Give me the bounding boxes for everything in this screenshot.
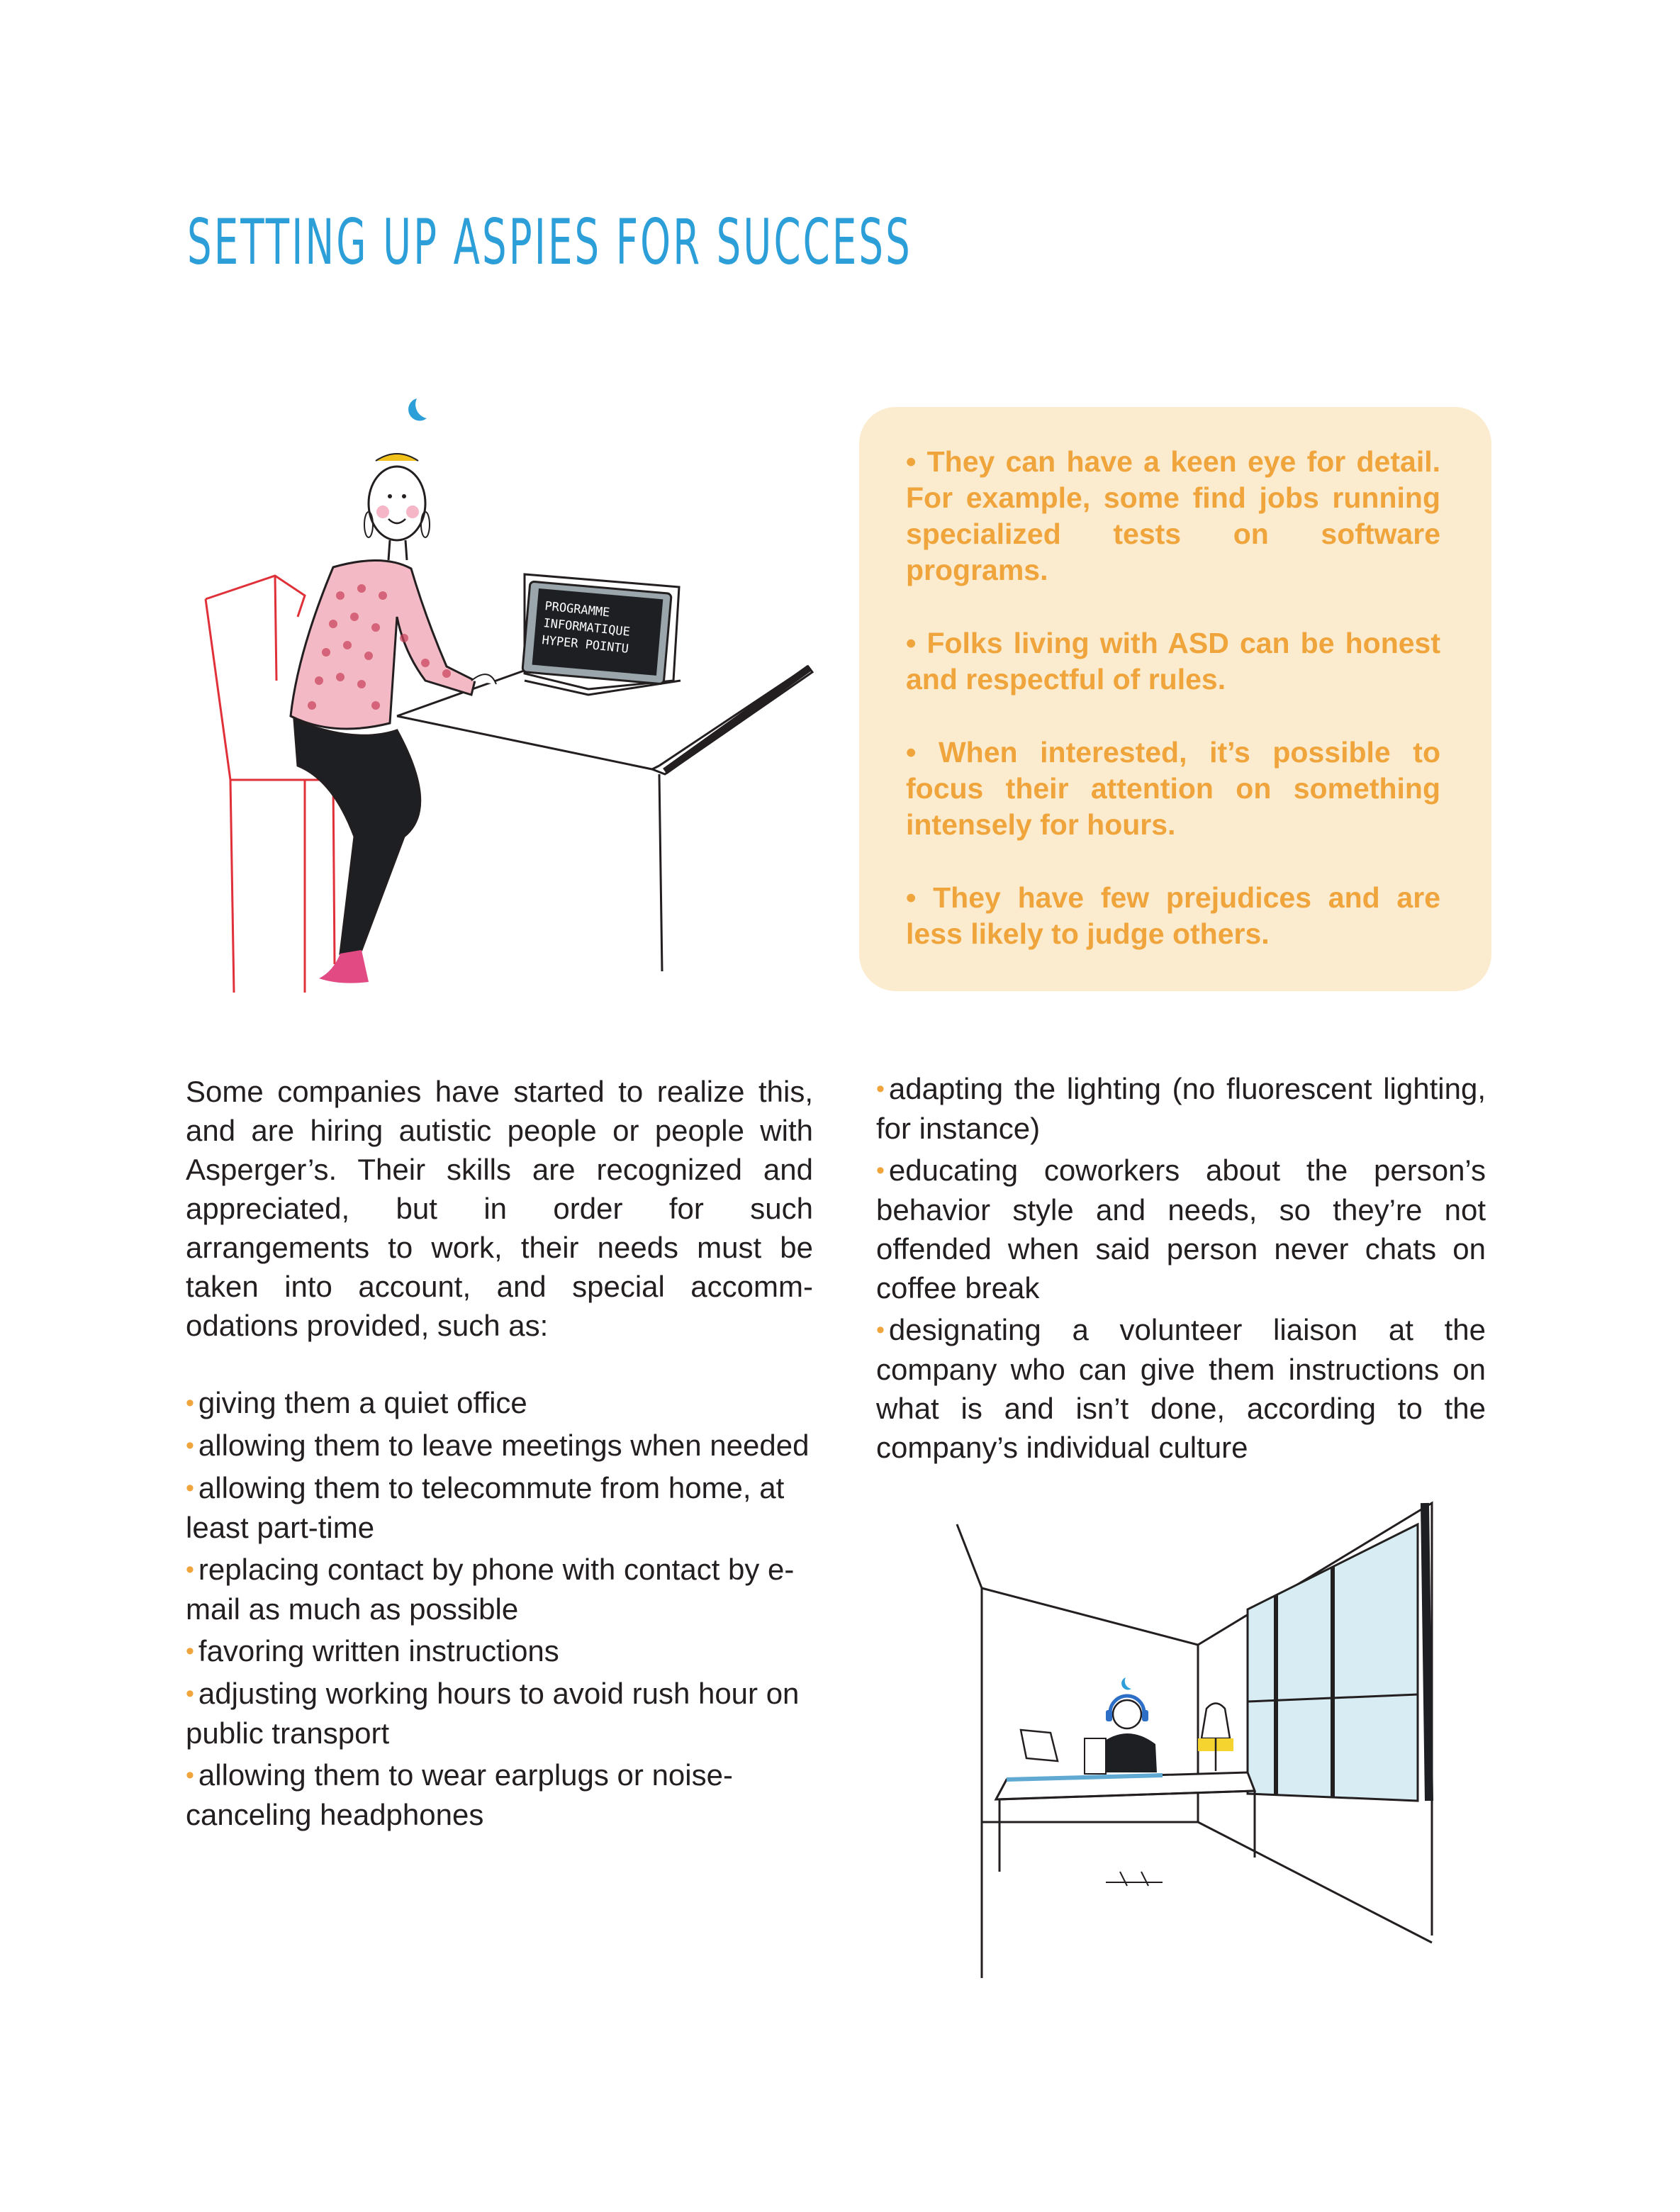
card-item-text: They have few prejudices and are less likely to judge others.	[906, 881, 1440, 950]
list-item-text: replacing contact by phone with contact by e-mail as much as possible	[186, 1553, 795, 1626]
bullet: •	[906, 736, 917, 769]
list-item-text: giving them a quiet office	[198, 1386, 527, 1419]
card-item-text: They can have a keen eye for detail. For example, some find jobs running specialized tests on software programs.	[906, 445, 1440, 586]
strengths-card	[859, 407, 1491, 991]
woman-figure	[291, 454, 496, 983]
desk-and-person	[996, 1677, 1255, 1886]
moon-icon	[408, 398, 427, 420]
intro-paragraph: Some companies have started to realize this, and are hiring autistic people or people with Asperger’s. Their skills are recognized and appreciated, but in order for such arrangements to work, their needs must be taken into account, and special accomm-odations provided, such as:	[186, 1075, 813, 1342]
woman-at-laptop-illustration	[191, 383, 829, 1042]
card-item	[906, 734, 1440, 843]
list-item-text: designating a volunteer liaison at the company who can give them instructions on what is and isn’t done, according to the company’s individual culture	[876, 1313, 1486, 1464]
bullet: •	[186, 1638, 194, 1665]
card-item-text: Folks living with ASD can be honest and respectful of rules.	[906, 627, 1440, 696]
card-item	[906, 880, 1440, 952]
list-item	[186, 1755, 813, 1834]
card-item	[906, 444, 1440, 588]
bullet: •	[186, 1432, 194, 1459]
bullet: •	[186, 1556, 194, 1583]
list-item	[186, 1383, 813, 1423]
list-item-text: adapting the lighting (no fluorescent lighting, for instance)	[876, 1072, 1486, 1145]
bullet: •	[186, 1762, 194, 1789]
list-item	[186, 1550, 813, 1629]
accommodations-list	[186, 1383, 813, 1834]
bullet: •	[876, 1157, 885, 1184]
left-column	[186, 1072, 813, 1837]
laptop-screen-line3: HYPER POINTU	[541, 633, 629, 657]
list-item	[876, 1151, 1486, 1307]
list-item	[186, 1674, 813, 1753]
laptop	[522, 574, 681, 695]
list-item-text: allowing them to telecommute from home, at least part-time	[186, 1471, 785, 1544]
list-item-text: favoring written instructions	[198, 1634, 559, 1668]
moon-icon	[1121, 1677, 1131, 1689]
list-item-text: allowing them to wear earplugs or noise-canceling headphones	[186, 1758, 733, 1831]
list-item	[186, 1468, 813, 1547]
list-item	[186, 1631, 813, 1671]
bullet: •	[186, 1475, 194, 1502]
bullet: •	[186, 1680, 194, 1707]
list-item	[876, 1310, 1486, 1467]
bullet: •	[906, 627, 917, 659]
bullet: •	[186, 1390, 194, 1417]
list-item-text: allowing them to leave meetings when needed	[198, 1429, 810, 1462]
list-item-text: adjusting working hours to avoid rush hour on public transport	[186, 1677, 800, 1750]
card-item	[906, 625, 1440, 698]
window	[1248, 1503, 1429, 1801]
accommodations-list-continued	[876, 1069, 1486, 1467]
card-item-text: When interested, it’s possible to focus their attention on something intensely for hours.	[906, 736, 1440, 841]
list-item	[186, 1426, 813, 1465]
bullet: •	[906, 881, 917, 914]
bullet: •	[906, 445, 917, 478]
list-item	[876, 1069, 1486, 1148]
list-item-text: educating coworkers about the person’s behavior style and needs, so they’re not offended when said person never chats on coffee break	[876, 1154, 1486, 1305]
bullet: •	[876, 1317, 885, 1344]
laptop-screen-line1: PROGRAMME	[544, 599, 611, 620]
laptop-screen-line2: INFORMATIQUE	[542, 616, 631, 639]
bullet: •	[876, 1076, 885, 1102]
quiet-office-illustration	[879, 1489, 1503, 1999]
page-title: SETTING UP ASPIES FOR SUCCESS	[187, 205, 912, 279]
right-column	[876, 1069, 1486, 1470]
